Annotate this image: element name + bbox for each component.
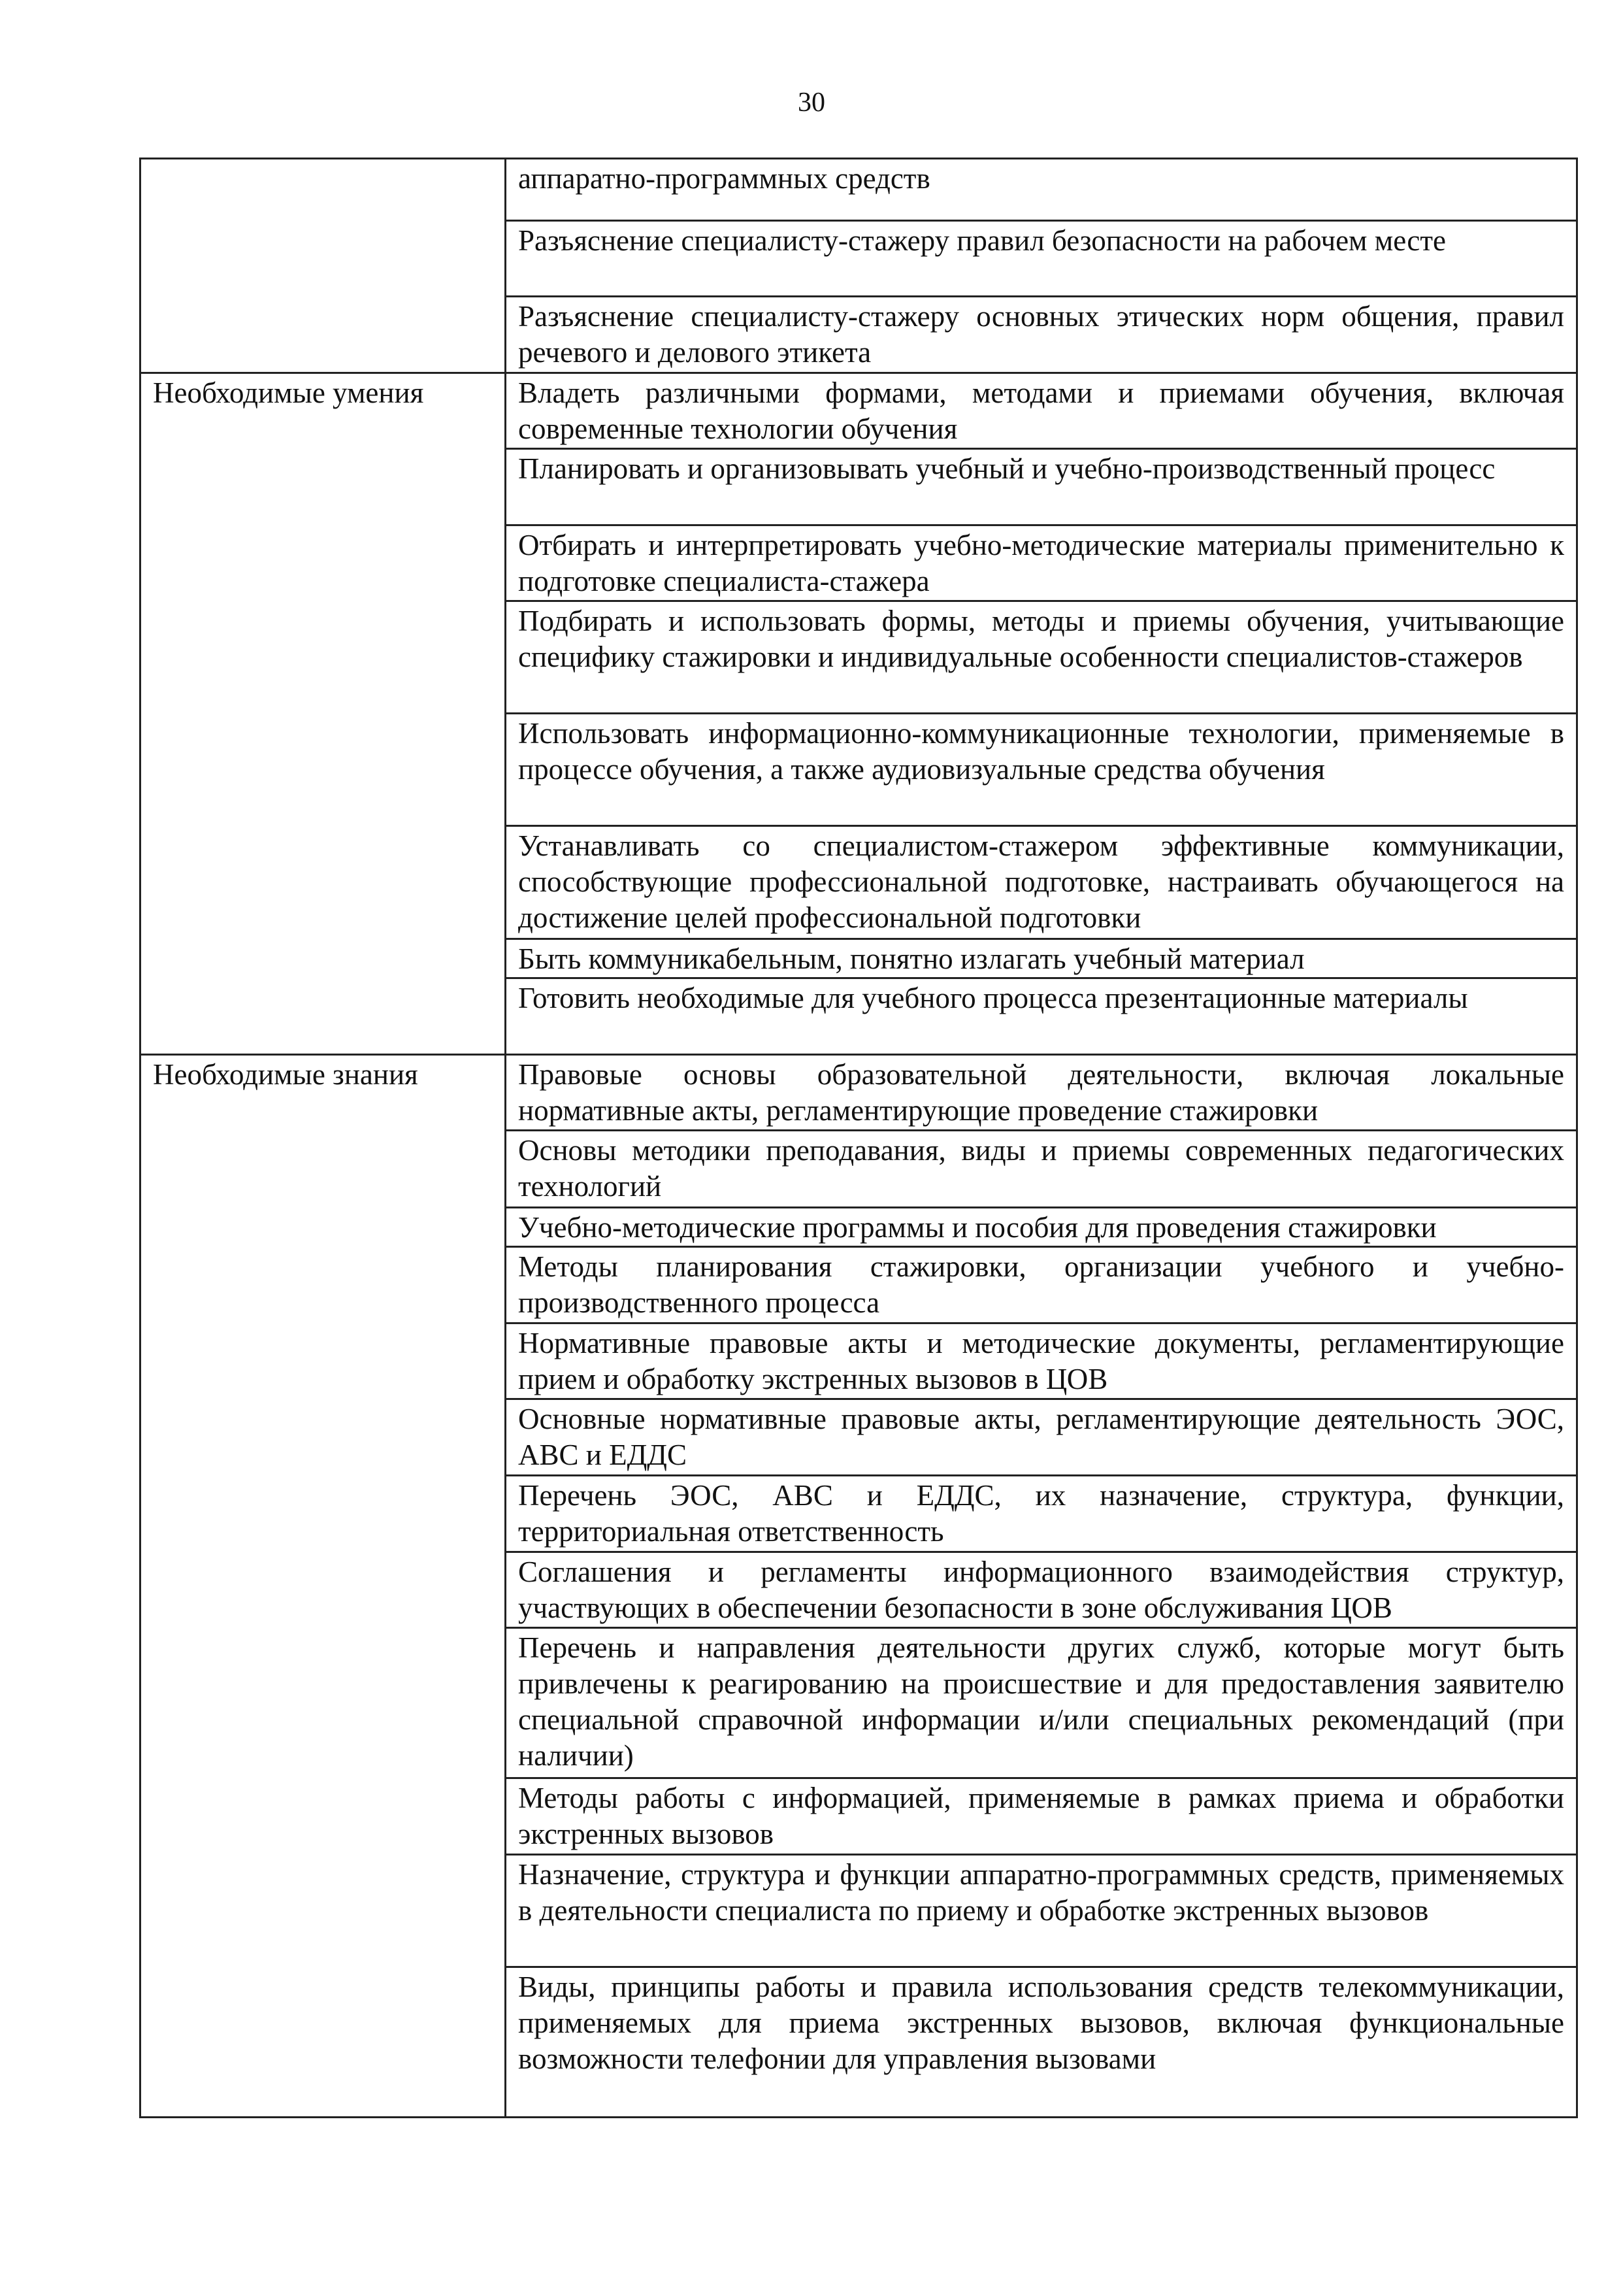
- table-cell-text: Правовые основы образовательной деятельности, включая локальные нормативные акты, регламентирующие проведение стажировки: [518, 1058, 1564, 1127]
- table-cell: [506, 978, 1577, 1055]
- requirements-table: [139, 158, 1578, 2118]
- section-heading-cell: [140, 1055, 506, 2118]
- table-cell: [506, 1323, 1577, 1399]
- table-cell-text: Быть коммуникабельным, понятно излагать учебный материал: [518, 942, 1305, 975]
- table-cell: [506, 1399, 1577, 1476]
- table-row: [140, 159, 1577, 221]
- table-cell: [506, 601, 1577, 714]
- section-heading: Необходимые знания: [153, 1058, 418, 1091]
- table-cell: [506, 1778, 1577, 1855]
- table-cell-text: Учебно-методические программы и пособия для проведения стажировки: [518, 1211, 1437, 1244]
- table-cell-text: Готовить необходимые для учебного процесса презентационные материалы: [518, 982, 1468, 1014]
- table-row: [140, 1055, 1577, 1131]
- table-cell-text: Устанавливать со специалистом-стажером эффективные коммуникации, способствующие профессиональной подготовке, настраивать обучающегося на достижение целей профессиональной подготовки: [518, 829, 1564, 934]
- table-cell-text: Разъяснение специалисту-стажеру правил безопасности на рабочем месте: [518, 224, 1446, 257]
- table-cell-text: Подбирать и использовать формы, методы и приемы обучения, учитывающие специфику стажировки и индивидуальные особенности специалистов-стажеров: [518, 605, 1564, 673]
- table-cell: [506, 826, 1577, 939]
- table-cell-text: аппаратно-программных средств: [518, 162, 930, 195]
- table-cell: [506, 525, 1577, 601]
- table-cell-text: Перечень и направления деятельности других служб, которые могут быть привлечены к реагированию на происшествие и для предоставления заявителю специальной справочной информации и/или специальных рекомендаций (при наличии): [518, 1631, 1564, 1772]
- table-cell-text: Основные нормативные правовые акты, регламентирующие деятельность ЭОС, АВС и ЕДДС: [518, 1403, 1564, 1471]
- section-heading-cell: [140, 159, 506, 373]
- table-cell: [506, 159, 1577, 221]
- table-cell-text: Назначение, структура и функции аппаратно-программных средств, применяемых в деятельности специалиста по приему и обработке экстренных вызовов: [518, 1858, 1564, 1927]
- page-number: 30: [798, 88, 825, 118]
- section-heading-cell: [140, 373, 506, 1055]
- table-cell: [506, 1628, 1577, 1778]
- table-cell: [506, 1476, 1577, 1552]
- table-cell-text: Разъяснение специалисту-стажеру основных этических норм общения, правил речевого и делового этикета: [518, 300, 1564, 369]
- table-cell-text: Соглашения и регламенты информационного взаимодействия структур, участвующих в обеспечении безопасности в зоне обслуживания ЦОВ: [518, 1556, 1564, 1624]
- table-cell: [506, 1855, 1577, 1967]
- table-cell-text: Отбирать и интерпретировать учебно-методические материалы применительно к подготовке специалиста-стажера: [518, 529, 1564, 597]
- table-cell: [506, 1131, 1577, 1208]
- table-cell: [506, 1967, 1577, 2118]
- table-cell-text: Нормативные правовые акты и методические документы, регламентирующие прием и обработку экстренных вызовов в ЦОВ: [518, 1327, 1564, 1395]
- table-cell-text: Виды, принципы работы и правила использования средств телекоммуникации, применяемых для приема экстренных вызовов, включая функциональные возможности телефонии для управления вызовами: [518, 1971, 1564, 2075]
- table-cell: [506, 1055, 1577, 1131]
- table-cell-text: Основы методики преподавания, виды и приемы современных педагогических технологий: [518, 1134, 1564, 1203]
- table-cell: [506, 449, 1577, 525]
- table-cell-text: Планировать и организовывать учебный и учебно-производственный процесс: [518, 452, 1496, 485]
- section-heading: Необходимые умения: [153, 376, 424, 409]
- table-cell: [506, 939, 1577, 978]
- table-cell-text: Методы работы с информацией, применяемые в рамках приема и обработки экстренных вызовов: [518, 1782, 1564, 1850]
- table-cell-text: Методы планирования стажировки, организации учебного и учебно-производственного процесса: [518, 1250, 1564, 1319]
- table-cell-text: Владеть различными формами, методами и приемами обучения, включая современные технологии обучения: [518, 376, 1564, 445]
- table-cell: [506, 714, 1577, 826]
- table-row: [140, 373, 1577, 449]
- table-cell: [506, 221, 1577, 297]
- table-cell: [506, 1208, 1577, 1247]
- table-cell: [506, 1247, 1577, 1323]
- table-cell-text: Использовать информационно-коммуникационные технологии, применяемые в процессе обучения, а также аудиовизуальные средства обучения: [518, 717, 1564, 786]
- table-cell: [506, 1552, 1577, 1628]
- table-cell: [506, 373, 1577, 449]
- table-cell: [506, 297, 1577, 373]
- table-cell-text: Перечень ЭОС, АВС и ЕДДС, их назначение, структура, функции, территориальная ответственность: [518, 1479, 1564, 1548]
